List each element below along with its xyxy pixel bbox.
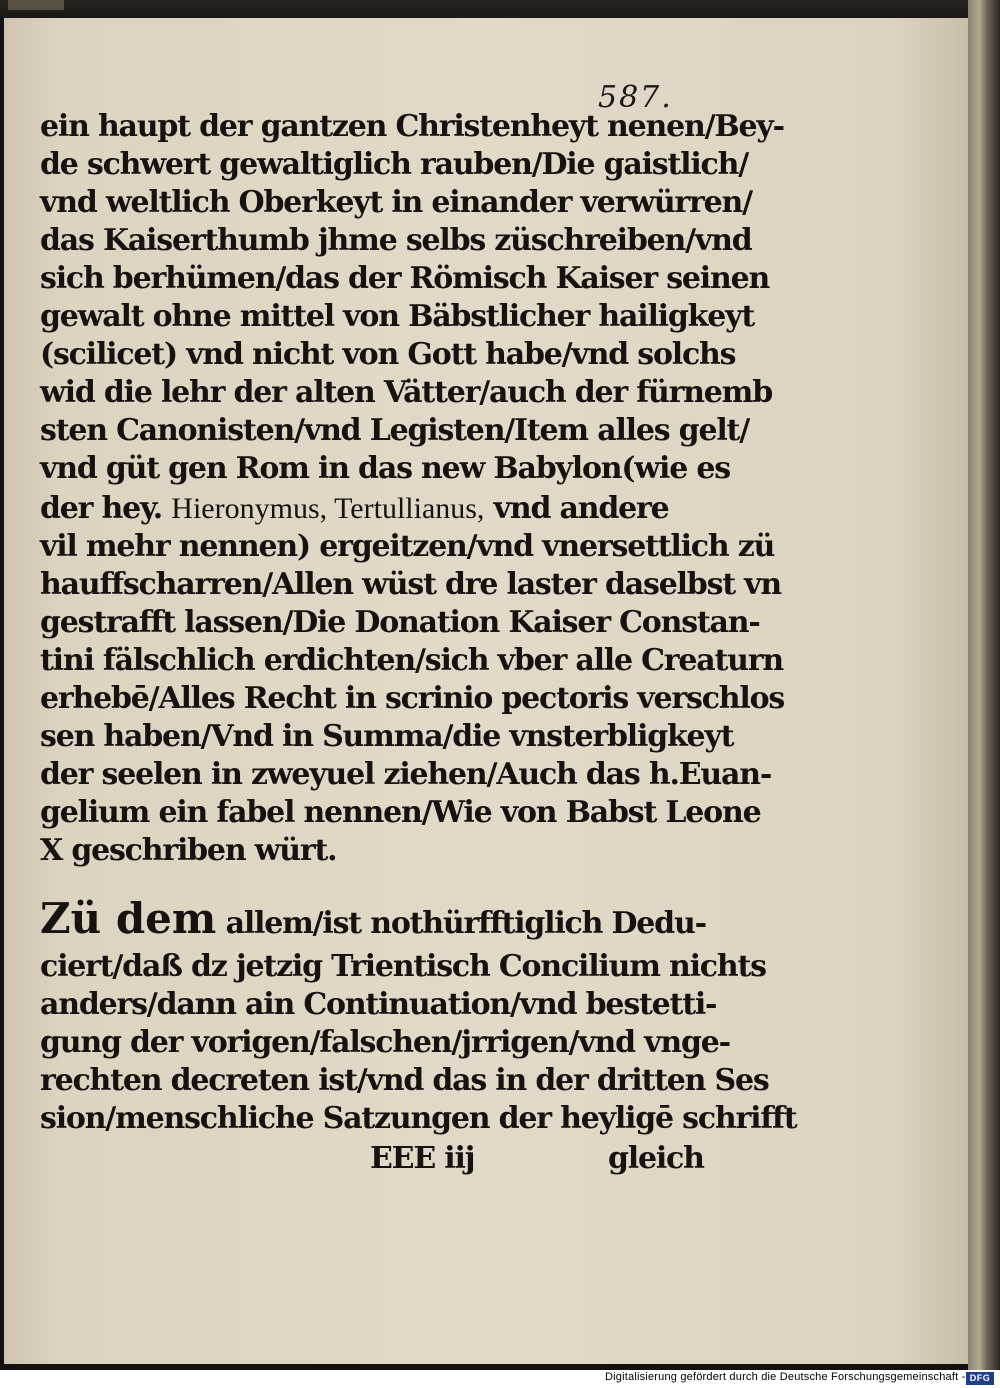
signature-mark: EEE iij bbox=[370, 1141, 475, 1176]
text-line: sion/menschliche Satzungen der heyligē schrifft bbox=[40, 1101, 797, 1136]
text-line: gestrafft lassen/Die Donation Kaiser Constan- bbox=[40, 605, 760, 640]
text-fragment: der hey. bbox=[40, 491, 172, 526]
page-tab bbox=[8, 0, 64, 10]
text-line: ein haupt der gantzen Christenheyt nenen/Bey- bbox=[40, 109, 784, 144]
text-line: gelium ein fabel nennen/Wie von Babst Leone bbox=[40, 795, 761, 830]
text-line: anders/dann ain Continuation/vnd bestetti- bbox=[40, 987, 717, 1022]
text-line: (scilicet) vnd nicht von Gott habe/vnd solchs bbox=[40, 337, 736, 372]
book-top-edge bbox=[0, 0, 1000, 18]
text-line: wid die lehr der alten Vätter/auch der fürnemb bbox=[40, 375, 772, 410]
text-line: das Kaiserthumb jhme selbs züschreiben/vnd bbox=[40, 223, 752, 258]
latin-names: Hieronymus, Tertullianus, bbox=[171, 492, 485, 525]
text-line: de schwert gewaltiglich rauben/Die gaistlich/ bbox=[40, 147, 748, 182]
book-fore-edge bbox=[968, 0, 1000, 1370]
text-line: vnd weltlich Oberkeyt in einander verwürren/ bbox=[40, 185, 752, 220]
text-line: der seelen in zweyuel ziehen/Auch das h.Euan- bbox=[40, 757, 772, 792]
text-line: gung der vorigen/falschen/jrrigen/vnd vnge- bbox=[40, 1025, 730, 1060]
text-line: erhebē/Alles Recht in scrinio pectoris verschlos bbox=[40, 681, 785, 716]
text-line-latin bbox=[40, 490, 710, 528]
text-line: tini fälschlich erdichten/sich vber alle Creaturn bbox=[40, 643, 783, 678]
text-line: sen haben/Vnd in Summa/die vnsterbligkeyt bbox=[40, 719, 734, 754]
text-line: sten Canonisten/vnd Legisten/Item alles gelt/ bbox=[40, 413, 749, 448]
text-line: ciert/daß dz jetzig Trientisch Concilium nichts bbox=[40, 949, 766, 984]
text-line: vnd güt gen Rom in das new Babylon(wie es bbox=[40, 451, 730, 486]
text-line: rechten decreten ist/vnd das in der dritten Ses bbox=[40, 1063, 769, 1098]
text-fragment: allem/ist nothürfftiglich Dedu- bbox=[216, 906, 706, 941]
text-line: gewalt ohne mittel von Bäbstlicher hailigkeyt bbox=[40, 299, 754, 334]
text-fragment: vnd andere bbox=[484, 491, 669, 526]
text-line: X geschriben würt. bbox=[40, 833, 337, 868]
funding-credit: Digitalisierung gefördert durch die Deutsche Forschungsgemeinschaft - bbox=[605, 1371, 966, 1383]
text-line: vil mehr nennen) ergeitzen/vnd vnersettlich zü bbox=[40, 529, 775, 564]
paragraph-start-line bbox=[40, 894, 710, 943]
page-number: 587. bbox=[598, 80, 673, 115]
text-line: sich berhümen/das der Römisch Kaiser seinen bbox=[40, 261, 770, 296]
text-line: hauffscharren/Allen wüst dre laster daselbst vn bbox=[40, 567, 782, 602]
paragraph-initial: Zü dem bbox=[40, 894, 217, 943]
catchword: gleich bbox=[608, 1141, 704, 1176]
dfg-logo: DFG bbox=[966, 1372, 994, 1385]
